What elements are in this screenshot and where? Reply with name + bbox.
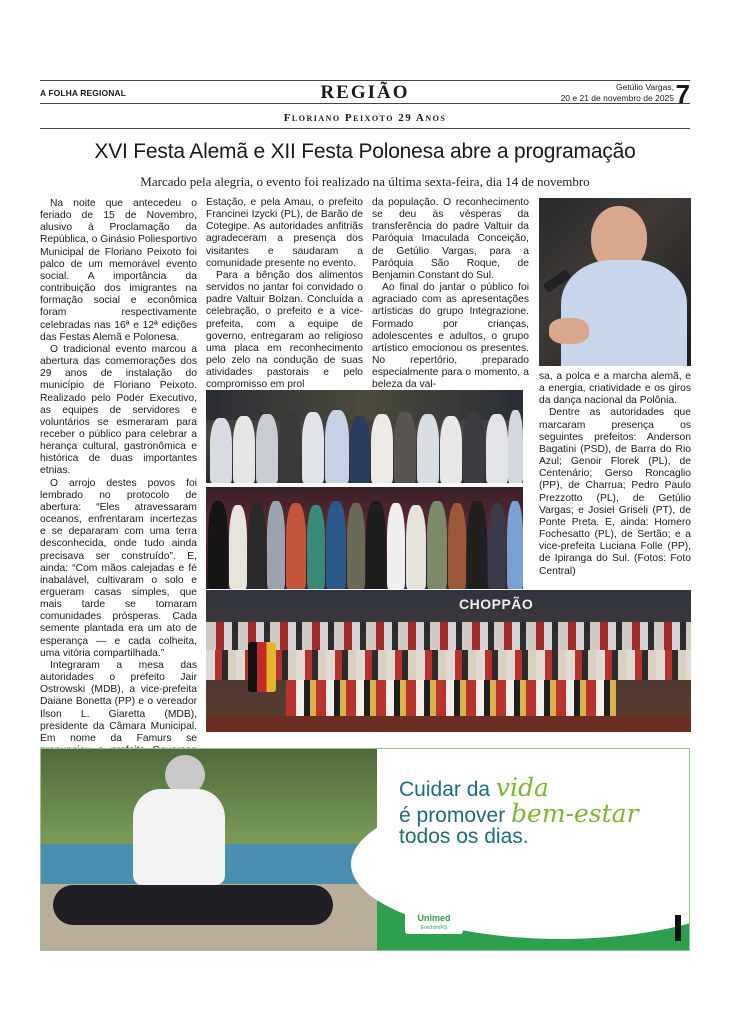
ad-photo-yoga xyxy=(41,749,377,951)
person xyxy=(440,416,462,483)
ad-accent-text: bem-estar xyxy=(511,799,639,828)
venue-banner: CHOPPÃO xyxy=(459,596,534,612)
person xyxy=(325,410,349,483)
paragraph: Integraram a mesa das autoridades o prefeito Jair Ostrowski (MDB), a vice-prefeita Daiane Bonetta (PP) e o vereador Ilson L. Giaretta (MDB), presidente da Câmara Municipal. Em nome da Famurs se xyxy=(40,659,197,744)
photo-authorities-group xyxy=(206,390,523,483)
subsection-title: Floriano Peixoto 29 Anos xyxy=(283,112,447,124)
edition-city: Getúlio Vargas, xyxy=(616,82,674,92)
ad-text: Cuidar da xyxy=(399,778,496,801)
photo-dance-group xyxy=(206,590,691,732)
article-column-1 xyxy=(40,198,197,769)
person xyxy=(248,503,266,589)
person xyxy=(467,501,487,589)
article-subhead: Marcado pela alegria, o evento foi realizado na última sexta-feira, dia 14 de novembro xyxy=(140,174,590,189)
german-flag xyxy=(248,642,276,692)
ad-text: é promover xyxy=(399,804,512,827)
person xyxy=(508,410,523,483)
paragraph: O tradicional evento marcou a abertura das comemorações dos 29 anos de instalação do município de Floriano Peixoto. Realizado pelo Poder Executivo, as equipes de servidores e voluntários se esmeraram para receber o público para celebrar a herança cultural, gastronômica e histórica de duas importantes etnias. xyxy=(40,343,197,477)
ad-accent-text: vida xyxy=(495,773,549,802)
tag-text: nos faz xyxy=(473,922,509,933)
person xyxy=(486,414,508,483)
newspaper-name: A FOLHA REGIONAL xyxy=(40,88,126,98)
person xyxy=(229,505,247,589)
person xyxy=(488,503,506,589)
person xyxy=(210,418,232,483)
person xyxy=(286,503,306,589)
person xyxy=(366,501,386,589)
edition-date: 20 e 21 de novembro de 2025 xyxy=(560,92,674,103)
ad-registration-mark xyxy=(675,915,681,941)
masthead xyxy=(40,79,690,109)
edition-info xyxy=(561,82,674,103)
article-column-3 xyxy=(372,197,529,392)
stage-floor xyxy=(206,716,691,732)
person xyxy=(394,412,416,483)
advertisement-unimed[interactable] xyxy=(40,748,690,951)
paragraph: Para a bênção dos alimentos servidos no jantar foi convidado o padre Valtuir Bolzan. Concluída a celebração, o prefeito e a vice-prefeita, com a equipe de governo, entregaram ao religioso uma placa em reconhecimento pelo zelo na condução de suas atividades pastorais e pelo compromisso em prol xyxy=(206,269,363,391)
person xyxy=(507,501,523,589)
tag-text: Te ver xyxy=(473,911,504,922)
paragraph: da população. O reconhecimento se deu às vésperas da transferência do padre Valtuir da Paróquia Imaculada Conceição, de Getúlio Vargas, para a Paróquia São Roque, de Benjamin Constant do Sul. xyxy=(372,197,529,281)
tagline-line-1 xyxy=(473,911,533,922)
paragraph: Dentre as autoridades que marcaram presença os seguintes prefeitos: Anderson Bagatini (PSD), de Barra do Rio Azul; Genoir Florek (PL), de Centenário; Gerso Roncaglio (PP), de Charrua; Pedro Paulo Prezzotto (PL), de Getúlio Vargas; e Josiel Griseli (PT), de Ponte Preta. E, ainda: Homero Fochesatto (PL), de Sertão; e a vice-prefeita Luciana Folle (PP), de Ipiranga do Sul. (Fotos: Foto Central) xyxy=(539,407,691,577)
paragraph: O arrojo destes povos foi lembrado no protocolo de abertura: “Eles atravessaram oceanos, enfrentaram incertezas e se depararam com uma terra desconhecida, onde tudo ainda precisava ser construído”. E, ainda: “Com mãos calejadas e fé inabalável, cultivaram o solo e ergueram casas simples, que mais tarde se tornaram comunidades prósperas. Cada semente plantada era um ato de esperança — e cada colheita, uma vitória compartilhada.” xyxy=(40,477,197,659)
tag-accent: bem, xyxy=(503,911,528,922)
person xyxy=(448,503,466,589)
ad-tagline xyxy=(473,911,533,933)
article-column-2 xyxy=(206,197,363,392)
tag-accent: bem. xyxy=(508,922,534,933)
person xyxy=(267,501,285,589)
person xyxy=(406,505,426,589)
paragraph: Na noite que antecedeu o feriado de 15 de Novembro, alusivo à Proclamação da República, o Ginásio Poliesportivo Municipal de Floriano Peixoto foi palco de um memorável evento social. A importância da contribuição dos imigrantes na formação social e econômica foram respectivamente celebradas nas 16ª e 12ª edições das Festas Alemã e Polonesa. xyxy=(40,198,197,343)
person xyxy=(463,412,485,483)
photo-women-group xyxy=(206,487,523,589)
person-legs xyxy=(53,885,333,925)
person xyxy=(307,505,325,589)
person xyxy=(350,416,370,483)
ad-slogan-line-1 xyxy=(399,773,549,802)
ad-slogan-line-3: todos os dias. xyxy=(399,825,529,848)
person xyxy=(279,412,301,483)
crowd-middle-row xyxy=(206,650,691,680)
person xyxy=(256,414,278,483)
person xyxy=(208,501,228,589)
logo-subtext: Erechim/RS xyxy=(420,925,448,931)
tagline-line-2 xyxy=(473,922,533,933)
divider xyxy=(40,128,690,129)
person xyxy=(427,501,447,589)
paragraph: sa, a polca e a marcha alemã, e a energia, criatividade e os giros da dança nacional da Polônia. xyxy=(539,371,691,407)
person xyxy=(233,416,255,483)
speaker-hand xyxy=(549,318,589,344)
article-column-4 xyxy=(539,371,691,578)
person xyxy=(417,414,439,483)
article-headline: XVI Festa Alemã e XII Festa Polonesa abre a programação xyxy=(94,140,636,163)
person xyxy=(302,412,324,483)
paragraph: Estação, e pela Amau, o prefeito Francinei Izycki (PL), de Barão de Cotegipe. As autoridades anfitriãs agradeceram a presença dos visitantes e saudaram a comunidade presente no evento. xyxy=(206,197,363,269)
crowd-back-row xyxy=(206,622,691,650)
person xyxy=(326,501,346,589)
person-shirt xyxy=(133,789,225,885)
page-number: 7 xyxy=(675,79,690,109)
photo-speaker xyxy=(539,198,691,366)
crowd-front-row xyxy=(286,680,616,716)
ad-slogan-line-2 xyxy=(399,799,639,828)
speaker-shirt xyxy=(561,260,687,366)
person xyxy=(387,503,405,589)
logo-text: Unimed xyxy=(417,913,451,923)
person xyxy=(347,503,365,589)
person xyxy=(371,414,393,483)
unimed-logo xyxy=(405,912,463,934)
section-title: REGIÃO xyxy=(320,82,410,103)
paragraph: Ao final do jantar o público foi agraciado com as apresentações artísticas do grupo Integrazione. Formado por crianças, adolescentes e adultos, o grupo artístico emocionou os presentes. No repertório, preparado especialmente para o momento, a beleza da val- xyxy=(372,282,529,391)
